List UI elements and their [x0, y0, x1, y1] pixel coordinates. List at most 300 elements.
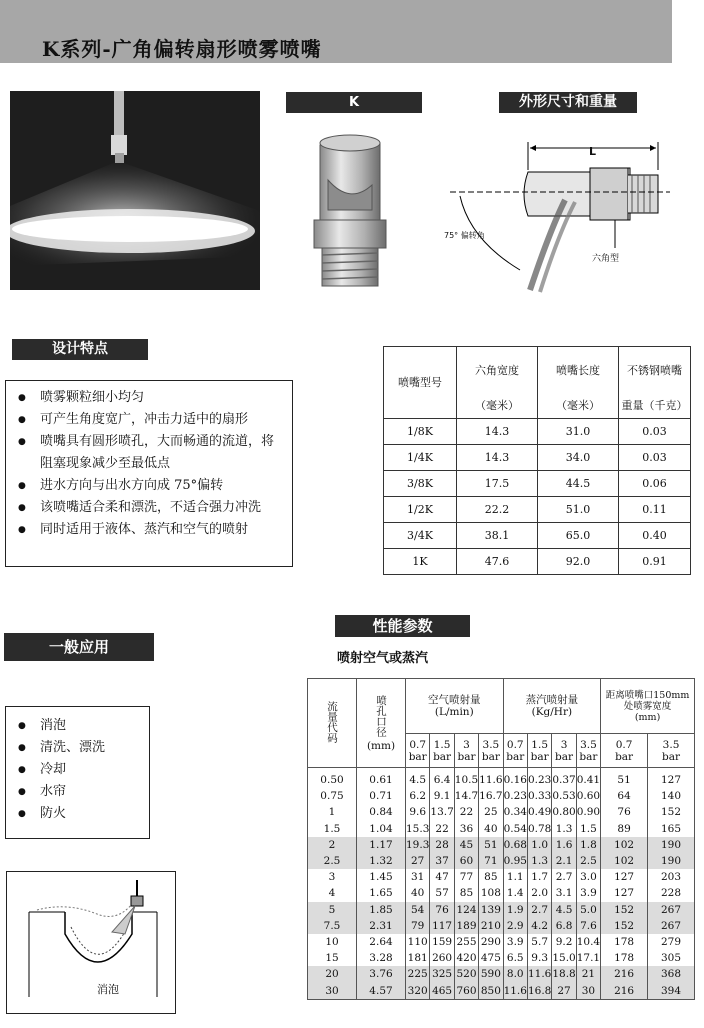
design-features-box — [5, 380, 293, 567]
cell: 2.5 — [308, 853, 357, 869]
cell: 8.0 — [503, 966, 527, 982]
perf-pressure — [601, 734, 648, 768]
cell: 71 — [479, 853, 503, 869]
cell: 0.49 — [527, 804, 551, 820]
list-item: ● 进水方向与出水方向成 75°偏转 — [6, 475, 292, 497]
cell: 228 — [648, 885, 695, 901]
cell: 0.11 — [619, 496, 691, 522]
cell: 14.3 — [457, 418, 538, 444]
cell: 0.37 — [552, 768, 576, 789]
cell: 1.7 — [527, 869, 551, 885]
pressure-unit: bar — [662, 750, 681, 763]
cell: 178 — [601, 934, 648, 950]
perf-pressure — [454, 734, 478, 768]
cell: 102 — [601, 837, 648, 853]
cell: 0.41 — [576, 768, 600, 789]
nozzle-render — [300, 125, 410, 300]
cell: 0.23 — [527, 768, 551, 789]
cell: 89 — [601, 821, 648, 837]
list-item: ● 喷雾颗粒细小均匀 — [6, 387, 292, 409]
table-row — [308, 902, 695, 918]
cell: 45 — [454, 837, 478, 853]
cell: 6.2 — [406, 788, 430, 804]
cell: 13.7 — [430, 804, 454, 820]
pressure-unit: bar — [408, 750, 427, 763]
cell: 9.2 — [552, 934, 576, 950]
cell: 117 — [430, 918, 454, 934]
list-item: ● 消泡 — [6, 715, 149, 737]
list-item: ● 防火 — [6, 803, 149, 825]
perf-header-orifice — [357, 679, 406, 768]
cell: 1/8K — [384, 418, 457, 444]
pressure-value: 0.7 — [409, 738, 427, 751]
cell: 5.7 — [527, 934, 551, 950]
cell: 9.6 — [406, 804, 430, 820]
cell: 465 — [430, 982, 454, 999]
cell: 3/4K — [384, 522, 457, 548]
pressure-value: 3.5 — [482, 738, 500, 751]
hex-label: 六角型 — [592, 254, 620, 264]
cell: 0.34 — [503, 804, 527, 820]
cell: 17.5 — [457, 470, 538, 496]
cell: 85 — [454, 885, 478, 901]
cell: 0.40 — [619, 522, 691, 548]
pressure-value: 0.7 — [506, 738, 524, 751]
dims-subheader: 重量（千克） — [619, 393, 691, 419]
cell: 2 — [308, 837, 357, 853]
cell: 0.06 — [619, 470, 691, 496]
table-row — [384, 496, 691, 522]
table-row — [308, 885, 695, 901]
cell: 4 — [308, 885, 357, 901]
applications-list — [6, 715, 149, 825]
cell: 57 — [430, 885, 454, 901]
cell: 76 — [430, 902, 454, 918]
cell: 1.04 — [357, 821, 406, 837]
cell: 92.0 — [538, 548, 619, 574]
cell: 3.28 — [357, 950, 406, 966]
dims-header-weight: 不锈钢喷嘴 — [619, 347, 691, 393]
cell: 1.32 — [357, 853, 406, 869]
cell: 2.31 — [357, 918, 406, 934]
cell: 3.0 — [576, 869, 600, 885]
cell: 3.1 — [552, 885, 576, 901]
perf-pressure — [430, 734, 454, 768]
cell: 4.57 — [357, 982, 406, 999]
cell: 51 — [479, 837, 503, 853]
cell: 178 — [601, 950, 648, 966]
cell: 0.68 — [503, 837, 527, 853]
perf-header-steam-unit: (Kg/Hr) — [531, 706, 573, 718]
list-item: ● 冷却 — [6, 759, 149, 781]
cell: 15.0 — [552, 950, 576, 966]
cell: 4.5 — [552, 902, 576, 918]
cell: 394 — [648, 982, 695, 999]
cell: 760 — [454, 982, 478, 999]
cell: 47.6 — [457, 548, 538, 574]
cell: 216 — [601, 966, 648, 982]
cell: 20 — [308, 966, 357, 982]
cell: 0.91 — [619, 548, 691, 574]
spray-photo-graphic — [10, 91, 260, 290]
cell: 1K — [384, 548, 457, 574]
cell: 0.84 — [357, 804, 406, 820]
page-title: K系列-广角偏转扇形喷雾喷嘴 — [42, 37, 322, 61]
cell: 1/2K — [384, 496, 457, 522]
cell: 27 — [406, 853, 430, 869]
cell: 4.5 — [406, 768, 430, 789]
cell: 5.0 — [576, 902, 600, 918]
pressure-value: 1.5 — [433, 738, 451, 751]
angle-label: 75° 偏转角 — [444, 231, 485, 240]
table-row — [308, 918, 695, 934]
cell: 267 — [648, 902, 695, 918]
cell: 110 — [406, 934, 430, 950]
list-item: ● 该喷嘴适合柔和漂洗，不适合强力冲洗 — [6, 497, 292, 519]
cell: 30 — [308, 982, 357, 999]
cell: 1.3 — [552, 821, 576, 837]
perf-pressure — [479, 734, 503, 768]
cell: 225 — [406, 966, 430, 982]
cell: 127 — [601, 885, 648, 901]
cell: 22 — [454, 804, 478, 820]
cell: 159 — [430, 934, 454, 950]
table-row — [308, 804, 695, 820]
dimensions-label: 外形尺寸和重量 — [499, 92, 637, 113]
cell: 2.5 — [576, 853, 600, 869]
cell: 520 — [454, 966, 478, 982]
perf-header-flow-text: 流量代码 — [326, 700, 338, 743]
pressure-unit: bar — [530, 750, 549, 763]
cell: 15 — [308, 950, 357, 966]
cell: 47 — [430, 869, 454, 885]
cell: 255 — [454, 934, 478, 950]
length-label: L — [589, 145, 597, 158]
dimension-drawing-svg — [440, 120, 670, 300]
cell: 590 — [479, 966, 503, 982]
cell: 14.7 — [454, 788, 478, 804]
cell: 325 — [430, 966, 454, 982]
cell: 40 — [406, 885, 430, 901]
cell: 65.0 — [538, 522, 619, 548]
cell: 0.95 — [503, 853, 527, 869]
illustration-caption: 消泡 — [97, 983, 119, 996]
cell: 139 — [479, 902, 503, 918]
cell: 79 — [406, 918, 430, 934]
cell: 2.7 — [527, 902, 551, 918]
pressure-value: 3 — [463, 738, 470, 751]
perf-header-steam — [503, 679, 601, 734]
performance-table-body — [308, 768, 695, 1000]
pressure-unit: bar — [433, 750, 452, 763]
perf-header-width-text: 距离喷嘴口150mm处喷雾宽度 — [605, 689, 690, 712]
cell: 3.76 — [357, 966, 406, 982]
table-row — [308, 966, 695, 982]
cell: 267 — [648, 918, 695, 934]
table-row — [308, 837, 695, 853]
perf-pressure — [503, 734, 527, 768]
pressure-unit: bar — [481, 750, 500, 763]
cell: 10 — [308, 934, 357, 950]
cell: 0.03 — [619, 444, 691, 470]
table-row — [308, 788, 695, 804]
cell: 64 — [601, 788, 648, 804]
cell: 279 — [648, 934, 695, 950]
cell: 152 — [601, 918, 648, 934]
perf-pressure — [576, 734, 600, 768]
cell: 1.45 — [357, 869, 406, 885]
cell: 36 — [454, 821, 478, 837]
perf-header-width — [601, 679, 695, 734]
cell: 4.2 — [527, 918, 551, 934]
cell: 320 — [406, 982, 430, 999]
perf-header-steam-text: 蒸汽喷射量 — [525, 694, 579, 706]
cell: 11.6 — [527, 966, 551, 982]
cell: 2.0 — [527, 885, 551, 901]
cell: 1.8 — [576, 837, 600, 853]
pressure-unit: bar — [615, 750, 634, 763]
perf-header-air — [406, 679, 504, 734]
cell: 54 — [406, 902, 430, 918]
pressure-value: 1.5 — [531, 738, 548, 751]
pressure-value: 3.5 — [580, 738, 597, 751]
cell: 1.1 — [503, 869, 527, 885]
cell: 140 — [648, 788, 695, 804]
list-item: ● 喷嘴具有圆形喷孔，大而畅通的流道，将阻塞现象减少至最低点 — [6, 431, 292, 475]
perf-header-width-unit: (mm) — [634, 711, 661, 723]
table-row — [384, 522, 691, 548]
cell: 216 — [601, 982, 648, 999]
cell: 60 — [454, 853, 478, 869]
cell: 127 — [601, 869, 648, 885]
cell: 44.5 — [538, 470, 619, 496]
pressure-value: 0.7 — [615, 738, 633, 751]
dims-subheader: （毫米） — [457, 393, 538, 419]
cell: 102 — [601, 853, 648, 869]
cell: 190 — [648, 837, 695, 853]
cell: 0.33 — [527, 788, 551, 804]
cell: 189 — [454, 918, 478, 934]
cell: 11.6 — [503, 982, 527, 999]
cell: 16.8 — [527, 982, 551, 999]
cell: 6.8 — [552, 918, 576, 934]
pressure-value: 3.5 — [662, 738, 680, 751]
cell: 10.4 — [576, 934, 600, 950]
perf-header-air-unit: (L/min) — [434, 706, 474, 718]
table-row — [308, 821, 695, 837]
cell: 0.75 — [308, 788, 357, 804]
model-label: K — [286, 92, 422, 113]
cell: 51.0 — [538, 496, 619, 522]
cell: 14.3 — [457, 444, 538, 470]
cell: 1.65 — [357, 885, 406, 901]
pressure-unit: bar — [579, 750, 598, 763]
cell: 0.71 — [357, 788, 406, 804]
perf-pressure — [527, 734, 551, 768]
pressure-unit: bar — [555, 750, 574, 763]
table-row — [384, 548, 691, 574]
cell: 1.3 — [527, 853, 551, 869]
cell: 15.3 — [406, 821, 430, 837]
list-item: ● 水帘 — [6, 781, 149, 803]
table-row — [308, 869, 695, 885]
dims-header-hex: 六角宽度 — [457, 347, 538, 393]
cell: 9.1 — [430, 788, 454, 804]
cell: 0.53 — [552, 788, 576, 804]
table-row — [308, 853, 695, 869]
cell: 25 — [479, 804, 503, 820]
perf-header-orifice-unit: (mm) — [366, 739, 396, 752]
cell: 37 — [430, 853, 454, 869]
cell: 3.9 — [576, 885, 600, 901]
cell: 0.61 — [357, 768, 406, 789]
cell: 3 — [308, 869, 357, 885]
cell: 420 — [454, 950, 478, 966]
cell: 7.5 — [308, 918, 357, 934]
table-row — [308, 934, 695, 950]
perf-pressure — [552, 734, 576, 768]
cell: 3.9 — [503, 934, 527, 950]
performance-subtitle: 喷射空气或蒸汽 — [337, 651, 429, 666]
cell: 51 — [601, 768, 648, 789]
table-row — [384, 470, 691, 496]
cell: 2.1 — [552, 853, 576, 869]
cell: 108 — [479, 885, 503, 901]
cell: 3/8K — [384, 470, 457, 496]
cell: 1.6 — [552, 837, 576, 853]
cell: 76 — [601, 804, 648, 820]
cell: 18.8 — [552, 966, 576, 982]
cell: 31 — [406, 869, 430, 885]
cell: 290 — [479, 934, 503, 950]
cell: 1.85 — [357, 902, 406, 918]
cell: 16.7 — [479, 788, 503, 804]
cell: 368 — [648, 966, 695, 982]
perf-header-flow — [308, 679, 357, 768]
cell: 27 — [552, 982, 576, 999]
cell: 7.6 — [576, 918, 600, 934]
cell: 190 — [648, 853, 695, 869]
cell: 21 — [576, 966, 600, 982]
cell: 5 — [308, 902, 357, 918]
cell: 77 — [454, 869, 478, 885]
list-item: ● 可产生角度宽广，冲击力适中的扇形 — [6, 409, 292, 431]
dimension-drawing — [440, 120, 670, 300]
cell: 31.0 — [538, 418, 619, 444]
cell: 85 — [479, 869, 503, 885]
dims-subheader: （毫米） — [538, 393, 619, 419]
cell: 9.3 — [527, 950, 551, 966]
cell: 11.6 — [479, 768, 503, 789]
cell: 0.78 — [527, 821, 551, 837]
cell: 1.9 — [503, 902, 527, 918]
cell: 0.23 — [503, 788, 527, 804]
cell: 0.16 — [503, 768, 527, 789]
table-row — [308, 982, 695, 999]
cell: 1.0 — [527, 837, 551, 853]
perf-header-air-text: 空气喷射量 — [428, 694, 481, 706]
cell: 10.5 — [454, 768, 478, 789]
cell: 1.4 — [503, 885, 527, 901]
cell: 38.1 — [457, 522, 538, 548]
cell: 6.4 — [430, 768, 454, 789]
list-item: ● 清洗、漂洗 — [6, 737, 149, 759]
cell: 1.5 — [576, 821, 600, 837]
cell: 1.17 — [357, 837, 406, 853]
cell: 28 — [430, 837, 454, 853]
cell: 40 — [479, 821, 503, 837]
cell: 22.2 — [457, 496, 538, 522]
cell: 22 — [430, 821, 454, 837]
cell: 19.3 — [406, 837, 430, 853]
applications-box — [5, 706, 150, 839]
cell: 203 — [648, 869, 695, 885]
cell: 0.80 — [552, 804, 576, 820]
cell: 6.5 — [503, 950, 527, 966]
cell: 475 — [479, 950, 503, 966]
cell: 34.0 — [538, 444, 619, 470]
pressure-unit: bar — [457, 750, 476, 763]
cell: 850 — [479, 982, 503, 999]
applications-label: 一般应用 — [4, 633, 154, 661]
table-row — [384, 418, 691, 444]
design-features-label: 设计特点 — [12, 339, 148, 360]
cell: 0.60 — [576, 788, 600, 804]
perf-header-orifice-text: 喷孔口径 — [375, 694, 387, 737]
design-features-list — [6, 387, 292, 541]
cell: 1.5 — [308, 821, 357, 837]
cell: 124 — [454, 902, 478, 918]
pressure-unit: bar — [506, 750, 525, 763]
cell: 0.54 — [503, 821, 527, 837]
cell: 2.7 — [552, 869, 576, 885]
cell: 127 — [648, 768, 695, 789]
spray-photo — [10, 91, 260, 290]
cell: 1/4K — [384, 444, 457, 470]
table-row — [308, 950, 695, 966]
cell: 0.03 — [619, 418, 691, 444]
perf-pressure — [648, 734, 695, 768]
dims-header-model: 喷嘴型号 — [384, 347, 457, 419]
dimensions-table — [383, 346, 691, 575]
tank-illustration — [7, 872, 175, 1013]
table-row — [308, 768, 695, 789]
dims-header-length: 喷嘴长度 — [538, 347, 619, 393]
performance-label: 性能参数 — [335, 615, 470, 637]
cell: 181 — [406, 950, 430, 966]
cell: 1 — [308, 804, 357, 820]
cell: 152 — [601, 902, 648, 918]
cell: 17.1 — [576, 950, 600, 966]
pressure-value: 3 — [560, 738, 568, 751]
list-item: ● 同时适用于液体、蒸汽和空气的喷射 — [6, 519, 292, 541]
cell: 305 — [648, 950, 695, 966]
table-row — [384, 444, 691, 470]
cell: 2.9 — [503, 918, 527, 934]
cell: 165 — [648, 821, 695, 837]
defoaming-illustration — [6, 871, 176, 1014]
nozzle-icon — [300, 125, 410, 300]
cell: 152 — [648, 804, 695, 820]
cell: 0.90 — [576, 804, 600, 820]
cell: 210 — [479, 918, 503, 934]
cell: 30 — [576, 982, 600, 999]
cell: 260 — [430, 950, 454, 966]
cell: 0.50 — [308, 768, 357, 789]
perf-pressure — [406, 734, 430, 768]
cell: 2.64 — [357, 934, 406, 950]
performance-table — [307, 678, 695, 1000]
